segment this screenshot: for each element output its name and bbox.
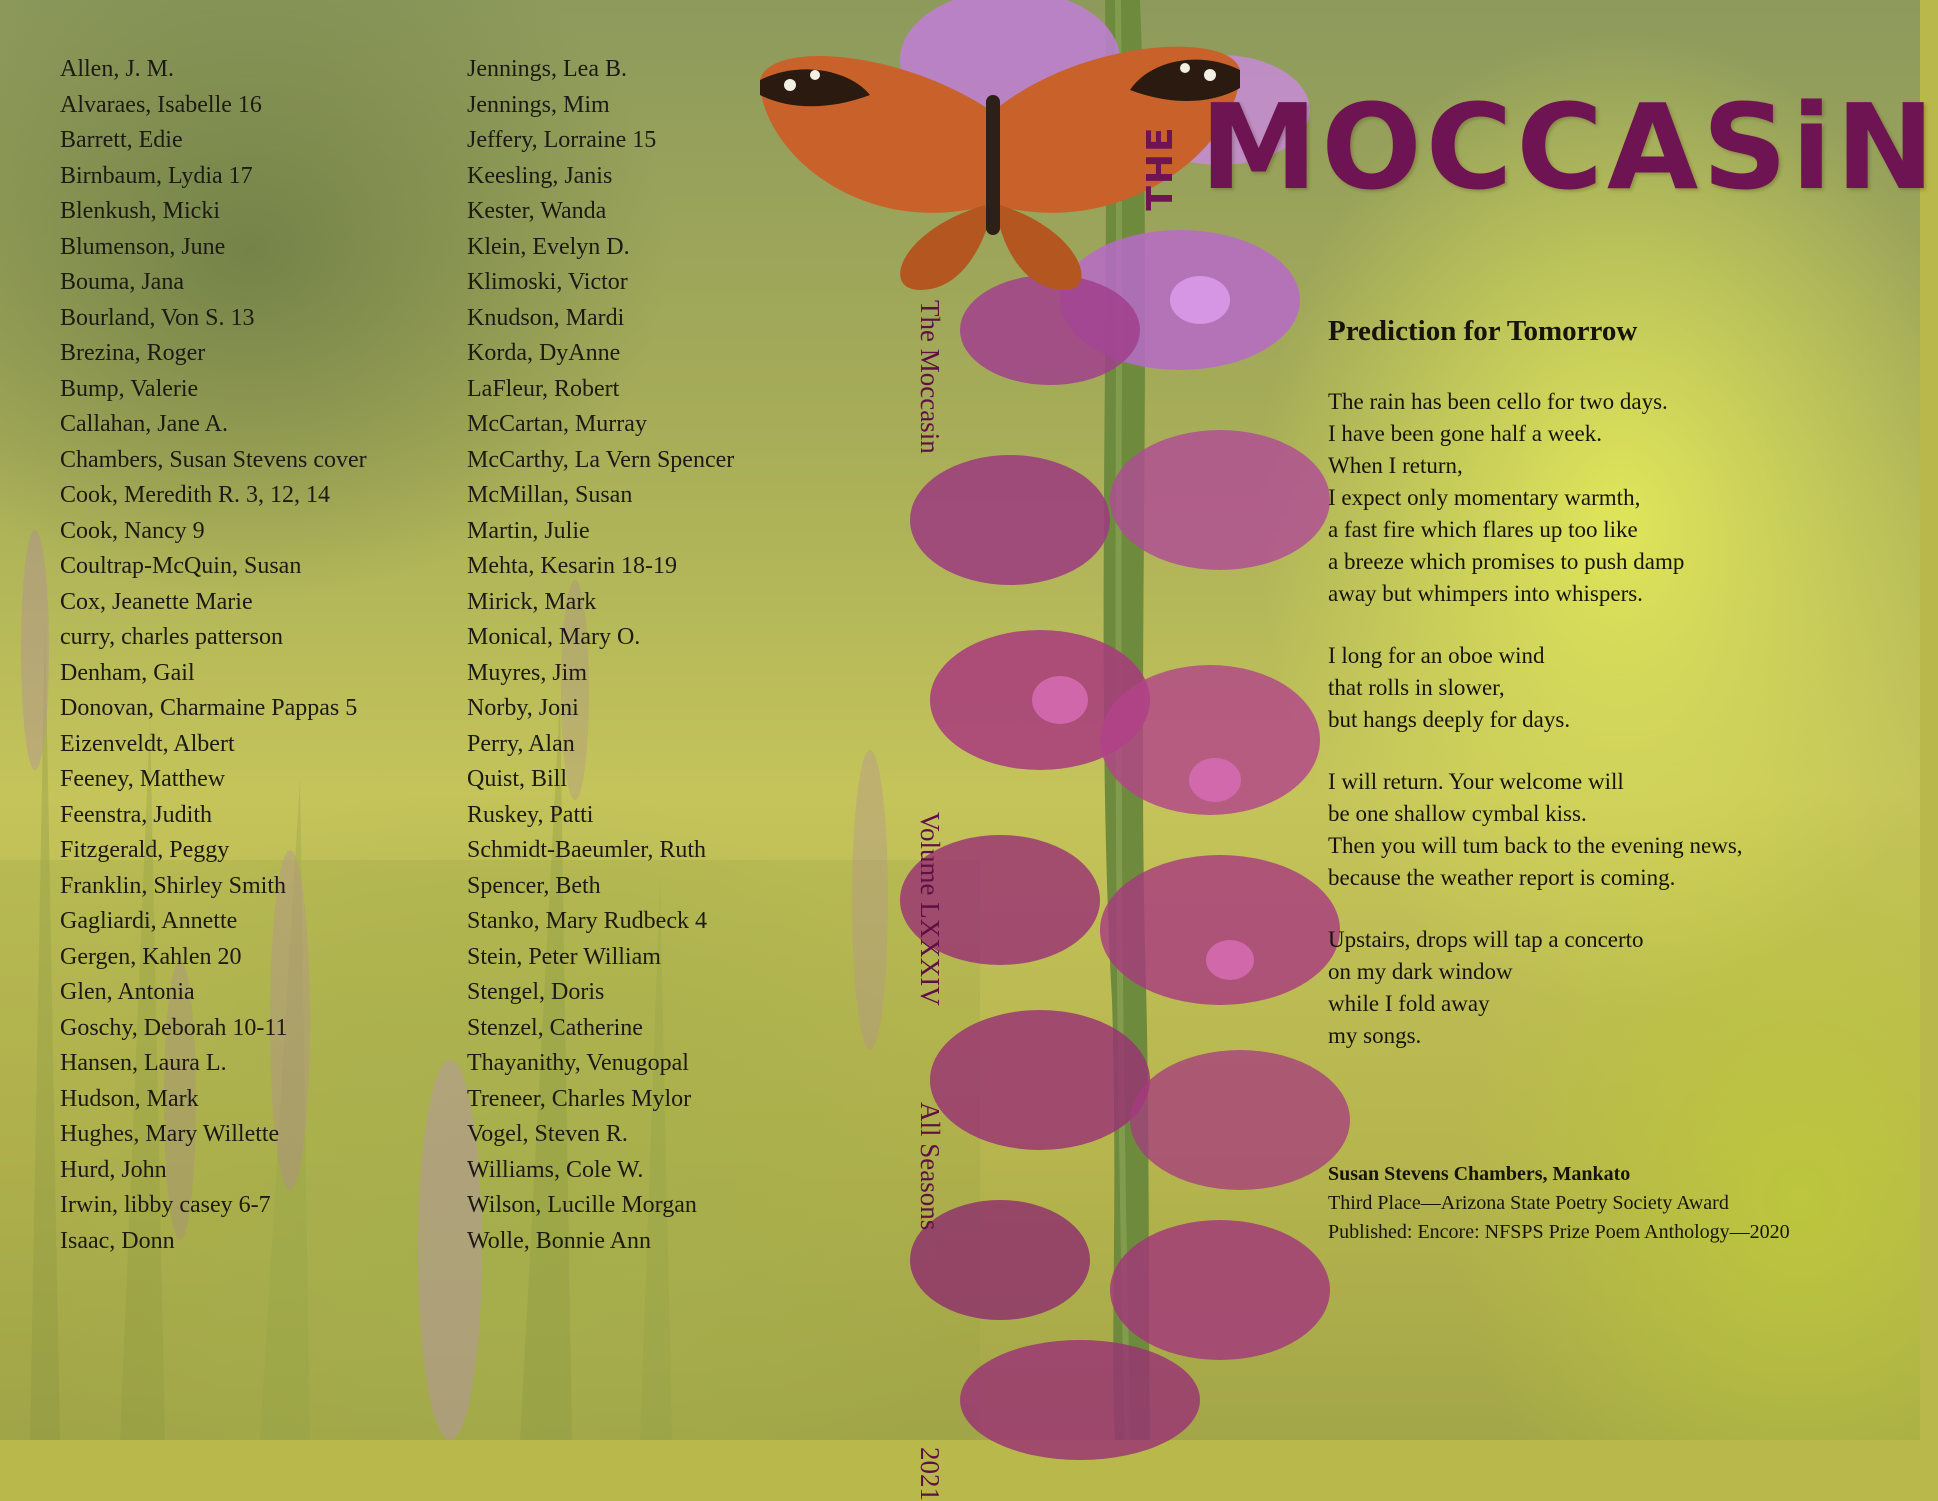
contributor-entry: McMillan, Susan xyxy=(467,482,633,508)
contributor-entry: Alvaraes, Isabelle 16 xyxy=(60,91,262,118)
spine-season: All Seasons xyxy=(915,1102,945,1231)
contributor-entry: LaFleur, Robert xyxy=(467,375,620,402)
masthead-the: THE xyxy=(1140,125,1181,211)
poem-line: away but whimpers into whispers. xyxy=(1328,581,1643,606)
contributor-entry: Gagliardi, Annette xyxy=(60,908,238,934)
contributor-entry: Fitzgerald, Peggy xyxy=(60,837,230,863)
contributor-entry: Gergen, Kahlen 20 xyxy=(60,943,242,970)
contributor-entry: Norby, Joni xyxy=(467,695,579,721)
contributor-entry: Feenstra, Judith xyxy=(60,801,212,828)
poem-line: I long for an oboe wind xyxy=(1328,643,1545,668)
spine xyxy=(914,300,945,1501)
contributor-list-right xyxy=(467,52,734,1259)
contributor-entry: Cox, Jeanette Marie xyxy=(60,588,253,615)
contributor-entry: McCarthy, La Vern Spencer xyxy=(467,446,735,473)
poem-line: on my dark window xyxy=(1328,959,1513,984)
contributor-entry: Glen, Antonia xyxy=(60,979,195,1005)
contributor-entry: Vogel, Steven R. xyxy=(467,1121,628,1147)
contributor-entry: Goschy, Deborah 10-11 xyxy=(60,1014,288,1041)
contributor-entry: Coultrap-McQuin, Susan xyxy=(60,553,302,579)
spine-title: The Moccasin xyxy=(915,300,945,454)
contributor-entry: Klein, Evelyn D. xyxy=(467,233,630,260)
poem-line: but hangs deeply for days. xyxy=(1328,707,1571,732)
poem-stanza xyxy=(1328,640,1888,736)
contributor-entry: Irwin, libby casey 6-7 xyxy=(60,1192,271,1218)
poem-line: When I return, xyxy=(1328,453,1463,478)
contributor-entry: Korda, DyAnne xyxy=(467,340,621,366)
poem-publication: Published: Encore: NFSPS Prize Poem Anthology—2020 xyxy=(1328,1221,1790,1243)
poem-stanza xyxy=(1328,766,1888,894)
contributor-entry: Bouma, Jana xyxy=(60,269,184,295)
contributor-entry: Keesling, Janis xyxy=(467,162,613,189)
contributor-entry: Williams, Cole W. xyxy=(467,1156,644,1183)
poem-line: be one shallow cymbal kiss. xyxy=(1328,801,1587,826)
contributor-entry: Perry, Alan xyxy=(467,730,575,757)
poem-award: Third Place—Arizona State Poetry Society Award xyxy=(1328,1192,1729,1214)
contributor-entry: Barrett, Edie xyxy=(60,127,183,153)
contributor-entry: Ruskey, Patti xyxy=(467,801,594,828)
contributor-entry: Birnbaum, Lydia 17 xyxy=(60,162,253,189)
contributor-entry: curry, charles patterson xyxy=(60,624,284,650)
contributor-entry: Stanko, Mary Rudbeck 4 xyxy=(467,908,707,934)
contributor-entry: Klimoski, Victor xyxy=(467,269,628,295)
poem-line: I expect only momentary warmth, xyxy=(1328,485,1641,510)
contributor-entry: Schmidt-Baeumler, Ruth xyxy=(467,837,707,863)
contributor-entry: Blumenson, June xyxy=(60,233,226,260)
contributor-entry: Hurd, John xyxy=(60,1156,167,1183)
contributor-entry: Bump, Valerie xyxy=(60,375,199,402)
poem-author: Susan Stevens Chambers, Mankato xyxy=(1328,1163,1631,1185)
contributor-entry: Hughes, Mary Willette xyxy=(60,1121,280,1147)
poem-line: I will return. Your welcome will xyxy=(1328,769,1624,794)
contributor-entry: Monical, Mary O. xyxy=(467,624,641,650)
poem-line: that rolls in slower, xyxy=(1328,675,1505,700)
contributor-entry: Feeney, Matthew xyxy=(60,766,226,792)
poem-line: a fast fire which flares up too like xyxy=(1328,517,1638,542)
contributor-entry: Callahan, Jane A. xyxy=(60,411,228,437)
contributor-entry: Stein, Peter William xyxy=(467,943,661,970)
contributor-entry: Martin, Julie xyxy=(467,517,590,544)
contributor-entry: Hansen, Laura L. xyxy=(60,1050,227,1076)
masthead-title: MOCCASiN xyxy=(1200,78,1938,216)
poem-line: Then you will tum back to the evening news, xyxy=(1328,833,1743,858)
poem-line: because the weather report is coming. xyxy=(1328,865,1676,890)
contributor-entry: Bourland, Von S. 13 xyxy=(60,304,255,331)
contributor-entry: Stengel, Doris xyxy=(467,979,605,1005)
contributor-entry: Muyres, Jim xyxy=(467,659,587,686)
contributor-list-left xyxy=(60,52,367,1259)
contributor-entry: Quist, Bill xyxy=(467,766,568,792)
poem-credits xyxy=(1328,1160,1790,1247)
poem-title: Prediction for Tomorrow xyxy=(1328,315,1638,347)
contributor-entry: Isaac, Donn xyxy=(60,1227,175,1254)
contributor-entry: Stenzel, Catherine xyxy=(467,1014,643,1041)
contributor-entry: Cook, Meredith R. 3, 12, 14 xyxy=(60,482,330,508)
poem-line: while I fold away xyxy=(1328,991,1490,1016)
contributor-entry: Jennings, Lea B. xyxy=(467,56,627,82)
contributor-entry: Franklin, Shirley Smith xyxy=(60,872,287,899)
contributor-entry: Kester, Wanda xyxy=(467,198,607,224)
contributor-entry: Thayanithy, Venugopal xyxy=(467,1050,689,1076)
contributor-entry: Donovan, Charmaine Pappas 5 xyxy=(60,695,358,721)
poem-line: my songs. xyxy=(1328,1023,1422,1048)
poem-line: Upstairs, drops will tap a concerto xyxy=(1328,927,1644,952)
poem-stanza xyxy=(1328,386,1888,610)
contributor-entry: Cook, Nancy 9 xyxy=(60,517,205,544)
contributor-entry: Mehta, Kesarin 18-19 xyxy=(467,553,677,579)
contributor-entry: Denham, Gail xyxy=(60,659,195,686)
contributor-entry: Jeffery, Lorraine 15 xyxy=(467,127,657,153)
contributor-entry: Blenkush, Micki xyxy=(60,198,220,224)
contributor-entry: Spencer, Beth xyxy=(467,872,601,899)
poem-line: The rain has been cello for two days. xyxy=(1328,389,1668,414)
contributor-entry: Chambers, Susan Stevens cover xyxy=(60,446,367,473)
spine-year: 2021 xyxy=(915,1447,945,1501)
contributor-entry: Allen, J. M. xyxy=(60,56,174,82)
contributor-entry: Eizenveldt, Albert xyxy=(60,730,235,757)
contributor-entry: Mirick, Mark xyxy=(467,588,597,615)
poem-stanza xyxy=(1328,924,1888,1052)
contributor-entry: Wolle, Bonnie Ann xyxy=(467,1227,652,1254)
contributor-entry: Hudson, Mark xyxy=(60,1085,199,1112)
poem-line: I have been gone half a week. xyxy=(1328,421,1602,446)
contributor-entry: Knudson, Mardi xyxy=(467,304,625,331)
contributor-entry: Wilson, Lucille Morgan xyxy=(467,1192,697,1218)
contributor-entry: Jennings, Mim xyxy=(467,91,610,118)
poem-line: a breeze which promises to push damp xyxy=(1328,549,1685,574)
contributor-entry: McCartan, Murray xyxy=(467,411,647,437)
poem xyxy=(1328,315,1888,1082)
contributor-entry: Treneer, Charles Mylor xyxy=(467,1085,692,1112)
contributor-entry: Brezina, Roger xyxy=(60,340,206,366)
spine-volume: Volume LXXXIV xyxy=(915,812,945,1006)
